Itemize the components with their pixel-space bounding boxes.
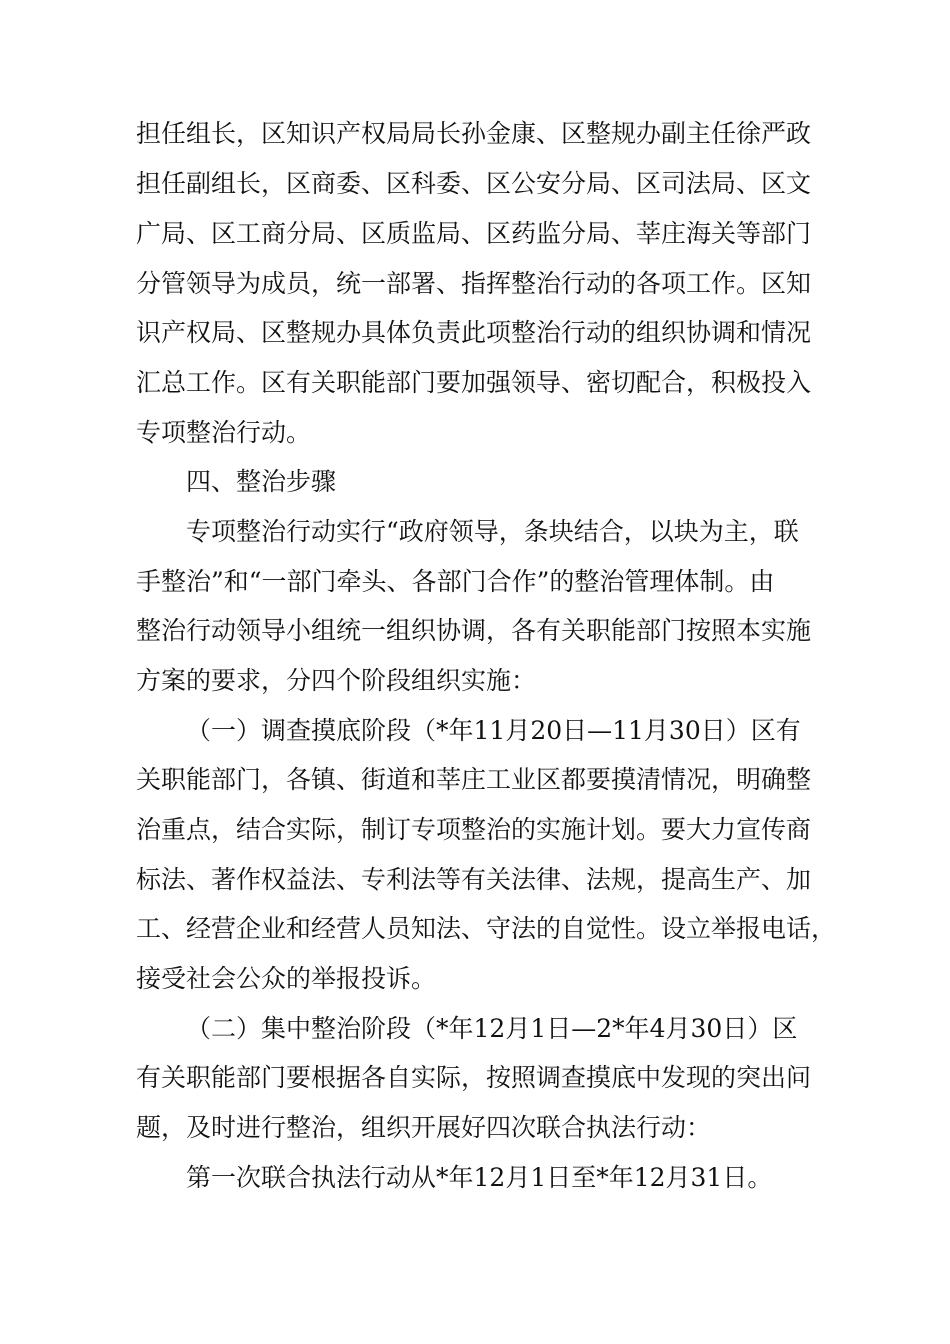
text-line: 汇总工作。区有关职能部门要加强领导、密切配合，积极投入 — [136, 368, 812, 397]
section-heading: 四、整治步骤 — [186, 467, 337, 496]
text-line: （一）调查摸底阶段（*年11月20日—11月30日）区有 — [186, 716, 801, 745]
text-line: 题，及时进行整治，组织开展好四次联合执法行动： — [136, 1113, 712, 1142]
text-line: 接受社会公众的举报投诉。 — [136, 964, 437, 993]
text-line: 广局、区工商分局、区质监局、区药监分局、莘庄海关等部门 — [136, 219, 812, 248]
text-line: 分管领导为成员，统一部署、指挥整治行动的各项工作。区知 — [136, 269, 812, 298]
text-line: 手整治”和“一部门牵头、各部门合作”的整治管理体制。由 — [136, 567, 775, 596]
text-line: 方案的要求，分四个阶段组织实施： — [136, 666, 537, 695]
text-line: 标法、著作权益法、专利法等有关法律、法规，提高生产、加 — [136, 865, 812, 894]
text-line: 识产权局、区整规办具体负责此项整治行动的组织协调和情况 — [136, 318, 812, 347]
text-line: 关职能部门，各镇、街道和莘庄工业区都要摸清情况，明确整 — [136, 765, 812, 794]
text-line: 治重点，结合实际，制订专项整治的实施计划。要大力宣传商 — [136, 815, 812, 844]
text-line: 专项整治行动实行“政府领导，条块结合，以块为主，联 — [186, 517, 799, 546]
text-line: 担任组长，区知识产权局局长孙金康、区整规办副主任徐严政 — [136, 119, 812, 148]
text-line: 专项整治行动。 — [136, 418, 312, 447]
text-line: 第一次联合执法行动从*年12月1日至*年12月31日。 — [186, 1163, 773, 1192]
text-line: 有关职能部门要根据各自实际，按照调查摸底中发现的突出问 — [136, 1063, 812, 1092]
text-line: 担任副组长，区商委、区科委、区公安分局、区司法局、区文 — [136, 169, 812, 198]
text-line: 工、经营企业和经营人员知法、守法的自觉性。设立举报电话， — [136, 914, 837, 943]
text-line: （二）集中整治阶段（*年12月1日—2*年4月30日）区 — [186, 1014, 798, 1043]
text-line: 整治行动领导小组统一组织协调，各有关职能部门按照本实施 — [136, 616, 812, 645]
